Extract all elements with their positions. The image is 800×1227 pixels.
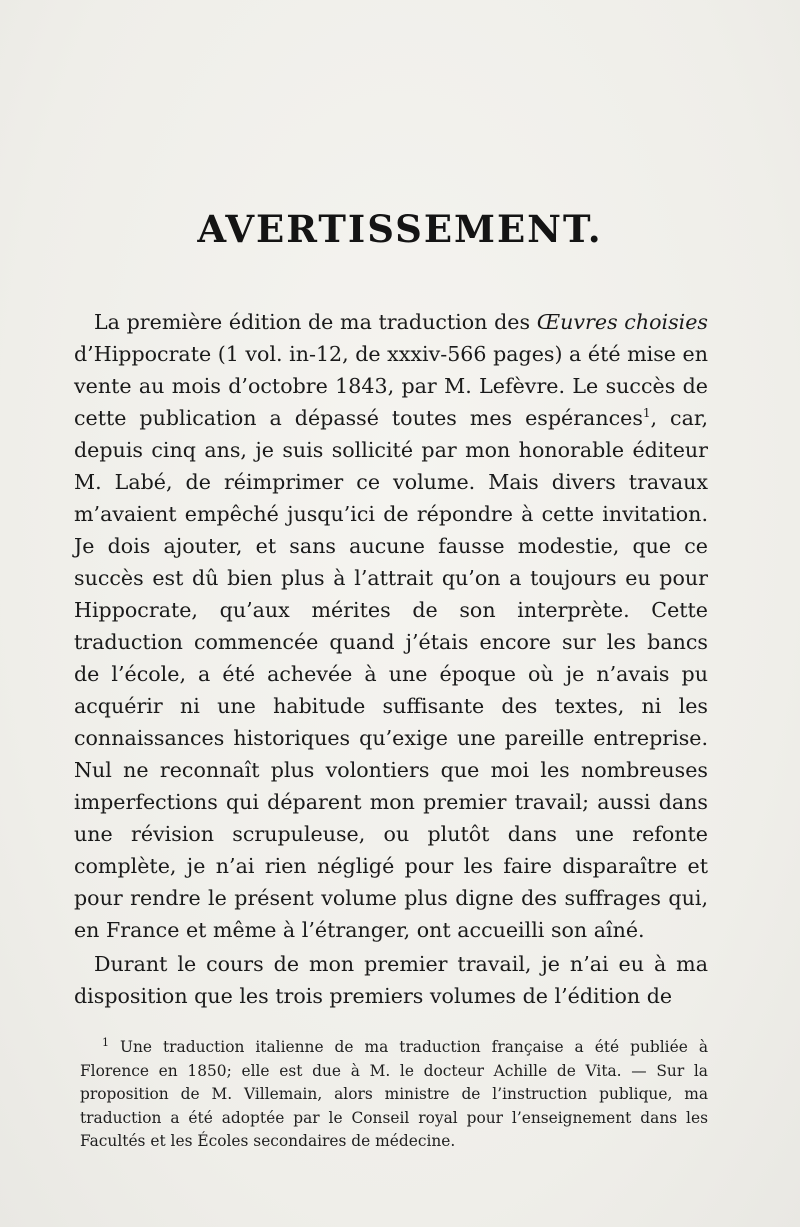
paragraph-1-middle: d’Hippocrate (1 vol. in-12, de xxxiv-566 pages) a été mise en vente au mois d’octobre 1843, par M. Lefèvre. Le succès de cette publication a dépassé toutes mes espérances (74, 342, 708, 430)
footnote (80, 1036, 708, 1154)
footnote-marker: 1 (102, 1035, 109, 1049)
main-text (74, 306, 708, 1012)
paragraph-1-end: , car, depuis cinq ans, je suis sollicité par mon honorable éditeur M. Labé, de réimprimer ce volume. Mais divers travaux m’avaient empêché jusqu’ici de répondre à cette invitation. Je dois ajouter, et sans aucune fausse modestie, que ce succès est dû bien plus à l’attrait qu’on a toujours eu pour Hippocrate, qu’aux mérites de son interprète. Cette traduction commencée quand j’étais encore sur les bancs de l’école, a été achevée à une époque où je n’avais pu acquérir ni une habitude suffisante des textes, ni les connaissances historiques qu’exige une pareille entreprise. Nul ne reconnaît plus volontiers que moi les nombreuses imperfections qui déparent mon premier travail; aussi dans une révision scrupuleuse, ou plutôt dans une refonte complète, je n’ai rien négligé pour les faire disparaître et pour rendre le présent volume plus digne des suffrages qui, en France et même à l’étranger, ont accueilli son aîné. (74, 406, 708, 942)
page-title: AVERTISSEMENT. (197, 207, 603, 251)
book-title-italic: Œuvres choisies (536, 310, 709, 334)
footnote-reference: 1 (642, 406, 651, 421)
footnote-paragraph (80, 1036, 708, 1154)
paragraph-1 (74, 306, 708, 946)
paragraph-2: Durant le cours de mon premier travail, je n’ai eu à ma disposition que les trois premiers volumes de l’édition de (74, 952, 708, 1008)
paragraph-1-start: La première édition de ma traduction des (94, 310, 537, 334)
footnote-text: Une traduction italienne de ma traduction française a été publiée à Florence en 1850; elle est due à M. le docteur Achille de Vita. — Sur la proposition de M. Villemain, alors ministre de l’instruction publique, ma traduction a été adoptée par le Conseil royal pour l’enseignement dans les Facultés et les Écoles secondaires de médecine. (80, 1038, 708, 1150)
